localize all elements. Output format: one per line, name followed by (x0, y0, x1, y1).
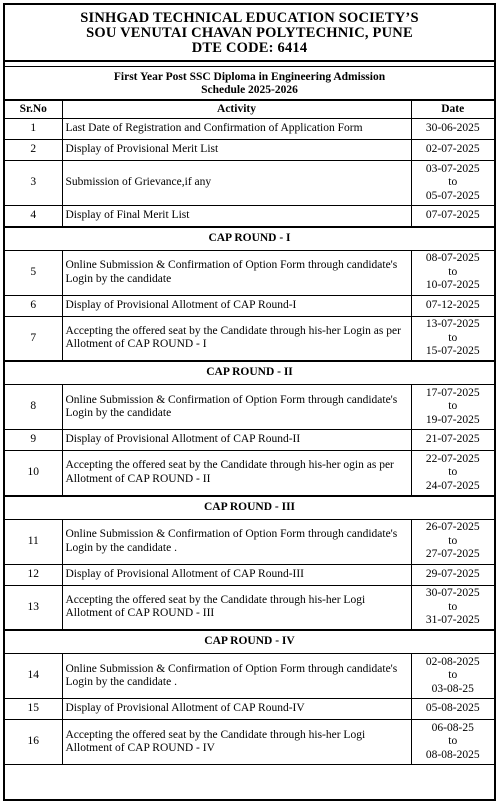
date-cell (411, 119, 494, 140)
schedule-table (5, 100, 494, 765)
activity-cell: Display of Provisional Allotment of CAP Round-I (62, 295, 411, 316)
cap-round-heading-row (5, 496, 494, 520)
cap-round-heading: CAP ROUND - IV (5, 630, 494, 654)
institute-header (5, 5, 494, 62)
date-line: to (448, 669, 458, 682)
date-cell (411, 564, 494, 585)
date-cell (411, 451, 494, 496)
sr-no-cell: 4 (5, 206, 62, 227)
dte-code: DTE CODE: 6414 (191, 40, 308, 56)
date-line: 03-07-2025 (425, 162, 480, 175)
cap-round-heading-row (5, 361, 494, 385)
sr-no-cell: 13 (5, 585, 62, 630)
sr-no-cell: 15 (5, 699, 62, 720)
date-line: to (448, 176, 458, 189)
column-header-activity: Activity (62, 101, 411, 119)
date-line: 03-08-25 (431, 682, 474, 695)
date-cell (411, 385, 494, 430)
activity-cell: Online Submission & Confirmation of Option Form through candidate's Login by the candidate . (62, 519, 411, 564)
date-cell (411, 585, 494, 630)
sr-no-cell: 6 (5, 295, 62, 316)
activity-cell: Accepting the offered seat by the Candidate through his-her Logi Allotment of CAP ROUND - IV (62, 720, 411, 765)
admission-schedule-sheet (3, 3, 496, 801)
date-line: 08-07-2025 (425, 252, 480, 265)
date-line: to (448, 331, 458, 344)
date-line: to (448, 400, 458, 413)
date-line: 29-07-2025 (425, 567, 480, 580)
table-row (5, 654, 494, 699)
activity-cell: Last Date of Registration and Confirmation of Application Form (62, 119, 411, 140)
sr-no-cell: 1 (5, 119, 62, 140)
cap-round-heading-row (5, 630, 494, 654)
date-line: 05-07-2025 (425, 189, 480, 202)
table-row (5, 140, 494, 161)
table-row (5, 385, 494, 430)
date-cell (411, 295, 494, 316)
date-line: to (448, 534, 458, 547)
date-line: 08-08-2025 (425, 748, 480, 761)
table-row (5, 430, 494, 451)
date-line: 21-07-2025 (425, 433, 480, 446)
table-row (5, 585, 494, 630)
activity-cell: Online Submission & Confirmation of Option Form through candidate's Login by the candidate . (62, 654, 411, 699)
column-header-date: Date (411, 101, 494, 119)
table-row (5, 206, 494, 227)
date-cell (411, 316, 494, 361)
date-cell (411, 250, 494, 295)
date-cell (411, 140, 494, 161)
activity-cell: Accepting the offered seat by the Candidate through his-her Logi Allotment of CAP ROUND - III (62, 585, 411, 630)
date-line: 02-08-2025 (425, 655, 480, 668)
activity-cell: Display of Provisional Allotment of CAP Round-II (62, 430, 411, 451)
society-name: SINHGAD TECHNICAL EDUCATION SOCIETY’S (80, 10, 419, 26)
table-row (5, 119, 494, 140)
date-cell (411, 720, 494, 765)
sr-no-cell: 14 (5, 654, 62, 699)
date-line: 10-07-2025 (425, 279, 480, 292)
table-row (5, 720, 494, 765)
date-cell (411, 699, 494, 720)
schedule-title (5, 67, 494, 100)
schedule-body (5, 119, 494, 765)
date-line: 06-08-25 (431, 721, 474, 734)
table-row (5, 295, 494, 316)
date-line: 05-08-2025 (425, 702, 480, 715)
date-line: 19-07-2025 (425, 413, 480, 426)
date-line: 30-07-2025 (425, 587, 480, 599)
table-row (5, 451, 494, 496)
sr-no-cell: 3 (5, 161, 62, 206)
activity-cell: Accepting the offered seat by the Candidate through his-her Login as per Allotment of CAP ROUND - I (62, 316, 411, 361)
date-cell (411, 430, 494, 451)
cap-round-heading: CAP ROUND - III (5, 496, 494, 520)
date-line: to (448, 600, 458, 613)
date-cell (411, 206, 494, 227)
date-line: to (448, 735, 458, 748)
date-line: 13-07-2025 (425, 318, 480, 330)
activity-cell: Display of Provisional Allotment of CAP Round-IV (62, 699, 411, 720)
date-line: 30-06-2025 (425, 122, 480, 135)
date-line: 15-07-2025 (425, 345, 480, 357)
date-line: 17-07-2025 (425, 386, 480, 399)
sr-no-cell: 8 (5, 385, 62, 430)
cap-round-heading: CAP ROUND - I (5, 227, 494, 251)
activity-cell: Display of Provisional Merit List (62, 140, 411, 161)
table-row (5, 564, 494, 585)
date-line: 07-07-2025 (425, 209, 480, 221)
date-line: 27-07-2025 (425, 548, 480, 561)
table-row (5, 316, 494, 361)
sr-no-cell: 5 (5, 250, 62, 295)
date-line: 07-12-2025 (425, 298, 480, 311)
schedule-title-line1: First Year Post SSC Diploma in Engineering Admission (113, 71, 386, 83)
sr-no-cell: 16 (5, 720, 62, 765)
sr-no-cell: 2 (5, 140, 62, 161)
sr-no-cell: 11 (5, 519, 62, 564)
date-line: to (448, 466, 458, 478)
column-header-sr: Sr.No (5, 101, 62, 119)
schedule-title-line2: Schedule 2025-2026 (201, 84, 298, 96)
date-line: 22-07-2025 (425, 452, 480, 465)
table-row (5, 161, 494, 206)
cap-round-heading-row (5, 227, 494, 251)
college-name: SOU VENUTAI CHAVAN POLYTECHNIC, PUNE (86, 25, 413, 41)
date-line: 31-07-2025 (425, 614, 480, 626)
date-line: 26-07-2025 (425, 521, 480, 534)
date-cell (411, 519, 494, 564)
sr-no-cell: 12 (5, 564, 62, 585)
activity-cell: Display of Final Merit List (62, 206, 411, 227)
table-row (5, 519, 494, 564)
date-line: 24-07-2025 (425, 479, 480, 492)
sr-no-cell: 10 (5, 451, 62, 496)
activity-cell: Accepting the offered seat by the Candidate through his-her ogin as per Allotment of CAP ROUND - II (62, 451, 411, 496)
activity-cell: Submission of Grievance,if any (62, 161, 411, 206)
date-line: 02-07-2025 (425, 143, 480, 156)
date-cell (411, 161, 494, 206)
cap-round-heading: CAP ROUND - II (5, 361, 494, 385)
table-header-row (5, 101, 494, 119)
activity-cell: Online Submission & Confirmation of Option Form through candidate's Login by the candidate (62, 250, 411, 295)
table-row (5, 699, 494, 720)
sr-no-cell: 9 (5, 430, 62, 451)
sr-no-cell: 7 (5, 316, 62, 361)
date-line: to (448, 265, 458, 278)
activity-cell: Display of Provisional Allotment of CAP Round-III (62, 564, 411, 585)
activity-cell: Online Submission & Confirmation of Option Form through candidate's Login by the candidate (62, 385, 411, 430)
table-row (5, 250, 494, 295)
date-cell (411, 654, 494, 699)
